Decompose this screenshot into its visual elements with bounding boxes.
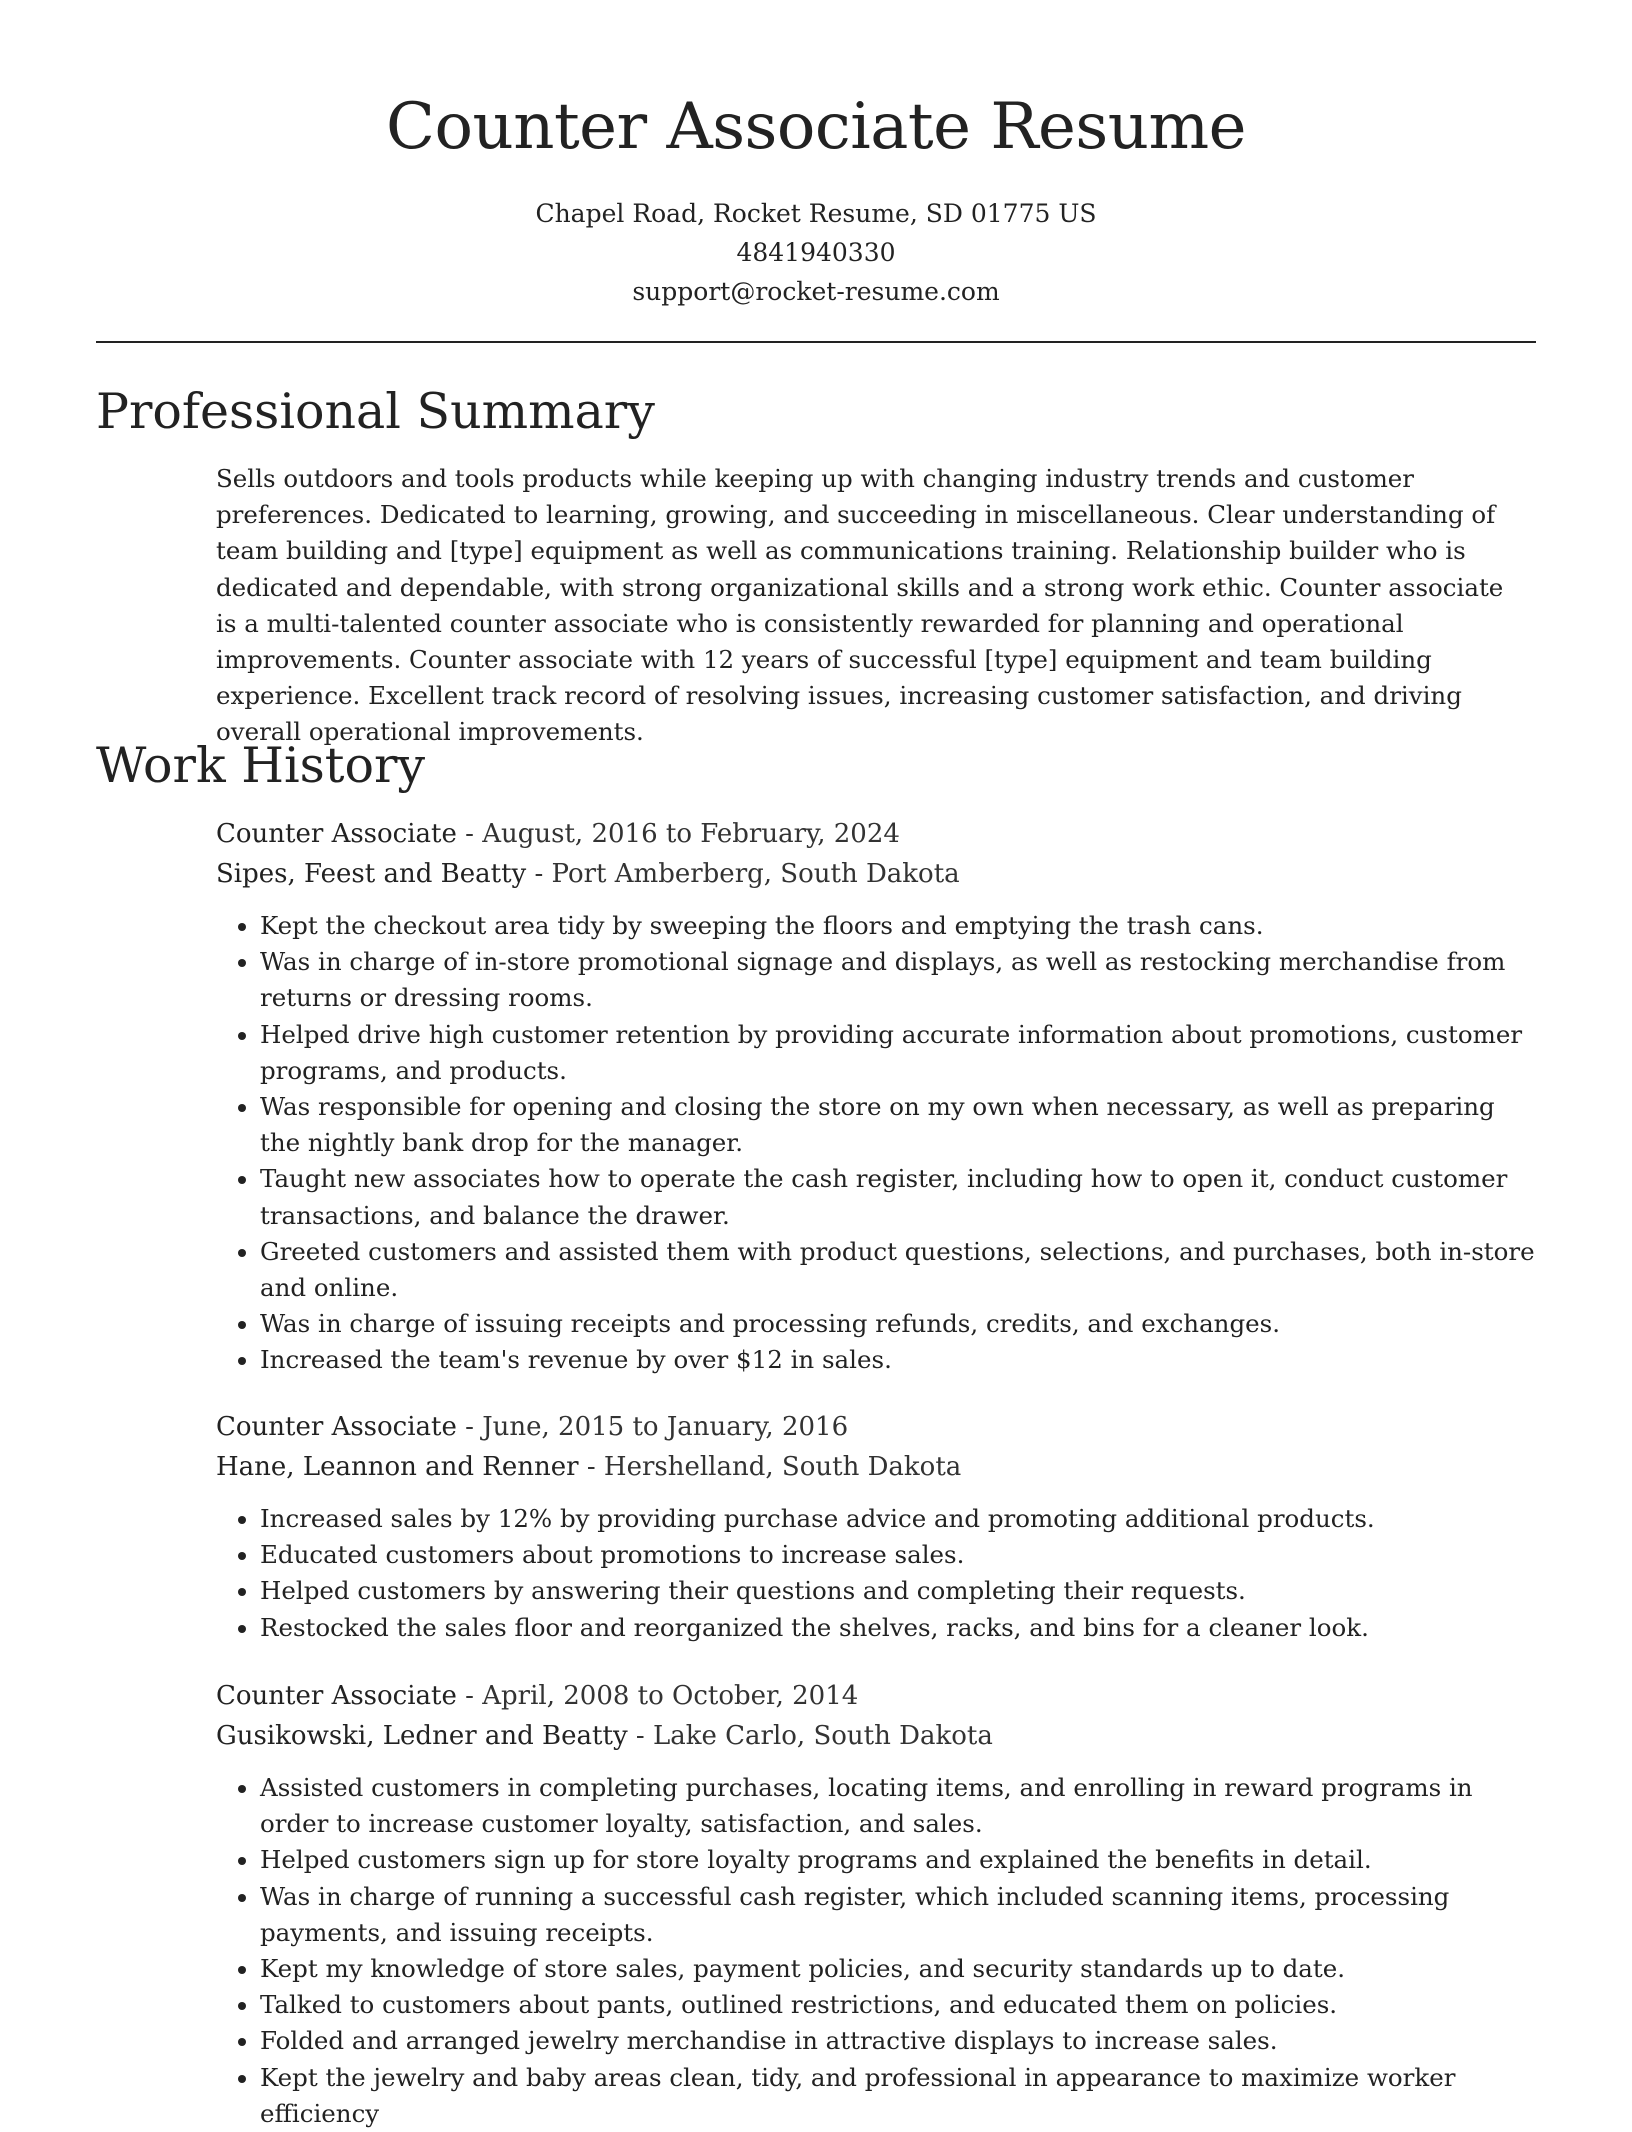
- job-duties-list: [216, 1770, 1536, 2132]
- job-duty: • Helped customers by answering their questions and completing their requests.: [260, 1573, 1536, 1609]
- summary-text: Sells outdoors and tools products while keeping up with changing industry trends and customer preferences. Dedicated to learning, growing, and succeeding in miscellaneous. Clear understanding of team building and [type] equipment as well as communications training. Relationship builder who is dedicated and dependable, with strong organizational skills and a strong work ethic. Counter associate is a multi-talented counter associate who is consistently rewarded for planning and operational improvements. Counter associate with 12 years of successful [type] equipment and team building experience. Excellent track record of resolving issues, increasing customer satisfaction, and driving overall operational improvements.: [216, 464, 1504, 747]
- job-duties-list: [216, 908, 1536, 1379]
- job-title-line: [216, 1407, 1536, 1447]
- job-location: - Port Amberberg, South Dakota: [526, 859, 960, 889]
- job-duty: • Helped drive high customer retention by providing accurate information about promotions, customer programs, and products.: [260, 1017, 1536, 1089]
- job-title-line: [216, 1676, 1536, 1716]
- job-company-line: [216, 1447, 1536, 1487]
- job-duty: • Kept the checkout area tidy by sweeping the floors and emptying the trash cans.: [260, 908, 1536, 944]
- job-dates: - August, 2016 to February, 2024: [456, 819, 900, 849]
- contact-block: [0, 194, 1632, 311]
- email-address: support@rocket-resume.com: [632, 277, 1000, 306]
- job-location: - Hershelland, South Dakota: [578, 1452, 962, 1482]
- resume-title: Counter Associate Resume: [386, 90, 1246, 164]
- job-entry: [216, 814, 1536, 1379]
- job-duty: • Kept my knowledge of store sales, payment policies, and security standards up to date.: [260, 1951, 1536, 1987]
- job-duty: • Helped customers sign up for store loyalty programs and explained the benefits in detail.: [260, 1842, 1536, 1878]
- job-location: - Lake Carlo, South Dakota: [627, 1721, 993, 1751]
- job-role: Counter Associate: [216, 1681, 457, 1711]
- address: Chapel Road, Rocket Resume, SD 01775 US: [535, 199, 1097, 228]
- resume-header: [0, 0, 1632, 311]
- job-duty: • Educated customers about promotions to increase sales.: [260, 1537, 1536, 1573]
- job-duty: • Folded and arranged jewelry merchandise in attractive displays to increase sales.: [260, 2023, 1536, 2059]
- job-duty: • Restocked the sales floor and reorganized the shelves, racks, and bins for a cleaner look.: [260, 1610, 1536, 1646]
- job-dates: - June, 2015 to January, 2016: [456, 1412, 849, 1442]
- job-company: Hane, Leannon and Renner: [216, 1452, 579, 1482]
- job-duty: • Kept the jewelry and baby areas clean, tidy, and professional in appearance to maximize worker efficiency: [260, 2060, 1536, 2132]
- job-company-line: [216, 1716, 1536, 1756]
- header-divider: [96, 341, 1536, 343]
- job-duty: • Taught new associates how to operate the cash register, including how to open it, conduct customer transactions, and balance the drawer.: [260, 1161, 1536, 1233]
- job-duty: • Increased sales by 12% by providing purchase advice and promoting additional products.: [260, 1501, 1536, 1537]
- job-company: Gusikowski, Ledner and Beatty: [216, 1721, 628, 1751]
- job-duty: • Was in charge of in-store promotional signage and displays, as well as restocking merchandise from returns or dressing rooms.: [260, 944, 1536, 1016]
- job-duty: • Was responsible for opening and closing the store on my own when necessary, as well as preparing the nightly bank drop for the manager.: [260, 1089, 1536, 1161]
- job-entry: [216, 1407, 1536, 1646]
- job-duty: • Assisted customers in completing purchases, locating items, and enrolling in reward programs in order to increase customer loyalty, satisfaction, and sales.: [260, 1770, 1536, 1842]
- job-duty: • Talked to customers about pants, outlined restrictions, and educated them on policies.: [260, 1987, 1536, 2023]
- job-dates: - April, 2008 to October, 2014: [456, 1681, 859, 1711]
- job-duty: • Increased the team's revenue by over $12 in sales.: [260, 1342, 1536, 1378]
- job-entry: [216, 1676, 1536, 2132]
- summary-heading: Professional Summary: [96, 383, 655, 440]
- job-duties-list: [216, 1501, 1536, 1646]
- job-duty: • Was in charge of issuing receipts and processing refunds, credits, and exchanges.: [260, 1306, 1536, 1342]
- job-role: Counter Associate: [216, 819, 457, 849]
- phone-number: 4841940330: [736, 238, 896, 267]
- job-company-line: [216, 854, 1536, 894]
- job-duty: • Was in charge of running a successful cash register, which included scanning items, processing payments, and issuing receipts.: [260, 1879, 1536, 1951]
- job-company: Sipes, Feest and Beatty: [216, 859, 527, 889]
- job-role: Counter Associate: [216, 1412, 457, 1442]
- job-duty: • Greeted customers and assisted them with product questions, selections, and purchases, both in-store and online.: [260, 1234, 1536, 1306]
- work-history-heading: Work History: [96, 737, 426, 794]
- job-title-line: [216, 814, 1536, 854]
